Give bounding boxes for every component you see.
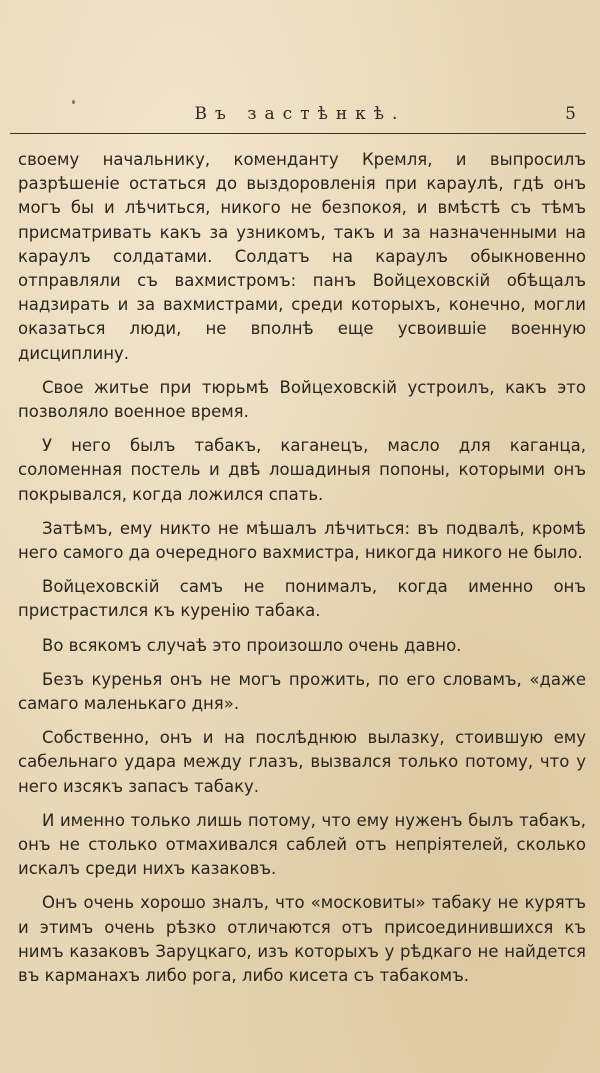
running-title: Въ застѣнкѣ. [194,104,406,124]
paragraph: своему начальнику, коменданту Кремля, и выпросилъ разрѣшеніе остаться до выздоровленія при караулѣ, гдѣ онъ могъ бы и лѣчиться, никого не безпокоя, и вмѣстѣ съ тѣмъ присматривать какъ за узникомъ, такъ и за назначенными на караулъ солдатами. Солдатъ на караулъ обыкновенно отправляли съ вахмистромъ: панъ Войцеховскій обѣщалъ надзирать и за вахмистрами, среди которыхъ, конечно, могли оказаться люди, не вполнѣ еще усвоившіе военную дисциплину. [18,150,586,363]
paragraph: Безъ куренья онъ не могъ прожить, по его словамъ, «даже самаго маленькаго дня». [18,669,586,714]
paragraph: У него былъ табакъ, каганецъ, масло для каганца, соломенная постель и двѣ лошадиныя попоны, которыми онъ покрывался, когда ложился спать. [18,436,586,504]
paragraph: Свое житье при тюрьмѣ Войцеховскій устроилъ, какъ это позволяло военное время. [18,377,586,422]
paragraph: Войцеховскій самъ не понималъ, когда именно онъ пристрастился къ куренію табака. [18,577,586,621]
paragraph: Онъ очень хорошо зналъ, что «московиты» табаку не курятъ и этимъ очень рѣзко отличаются отъ присоединившихся къ нимъ казаковъ Заруцкаго, изъ которыхъ у рѣдкаго не найдется въ карманахъ либо рога, либо кисета съ табакомъ. [18,893,586,986]
running-head [10,104,590,130]
page-number: 5 [565,104,576,124]
paragraph: Собственно, онъ и на послѣднюю вылазку, стоившую ему сабельнаго удара между глазъ, вызвался только потому, что у него изсякъ запасъ табаку. [18,728,586,796]
header-rule [10,133,586,134]
paragraph: И именно только лишь потому, что ему нуженъ былъ табакъ, онъ не столько отмахивался саблей отъ непріятелей, сколько искалъ среди нихъ казаковъ. [18,810,586,879]
body-text [18,148,586,998]
paragraph: Затѣмъ, ему никто не мѣшалъ лѣчиться: въ подвалѣ, кромѣ него самого да очередного вахмистра, никогда никого не было. [18,518,586,563]
paragraph: Во всякомъ случаѣ это произошло очень давно. [42,635,462,655]
